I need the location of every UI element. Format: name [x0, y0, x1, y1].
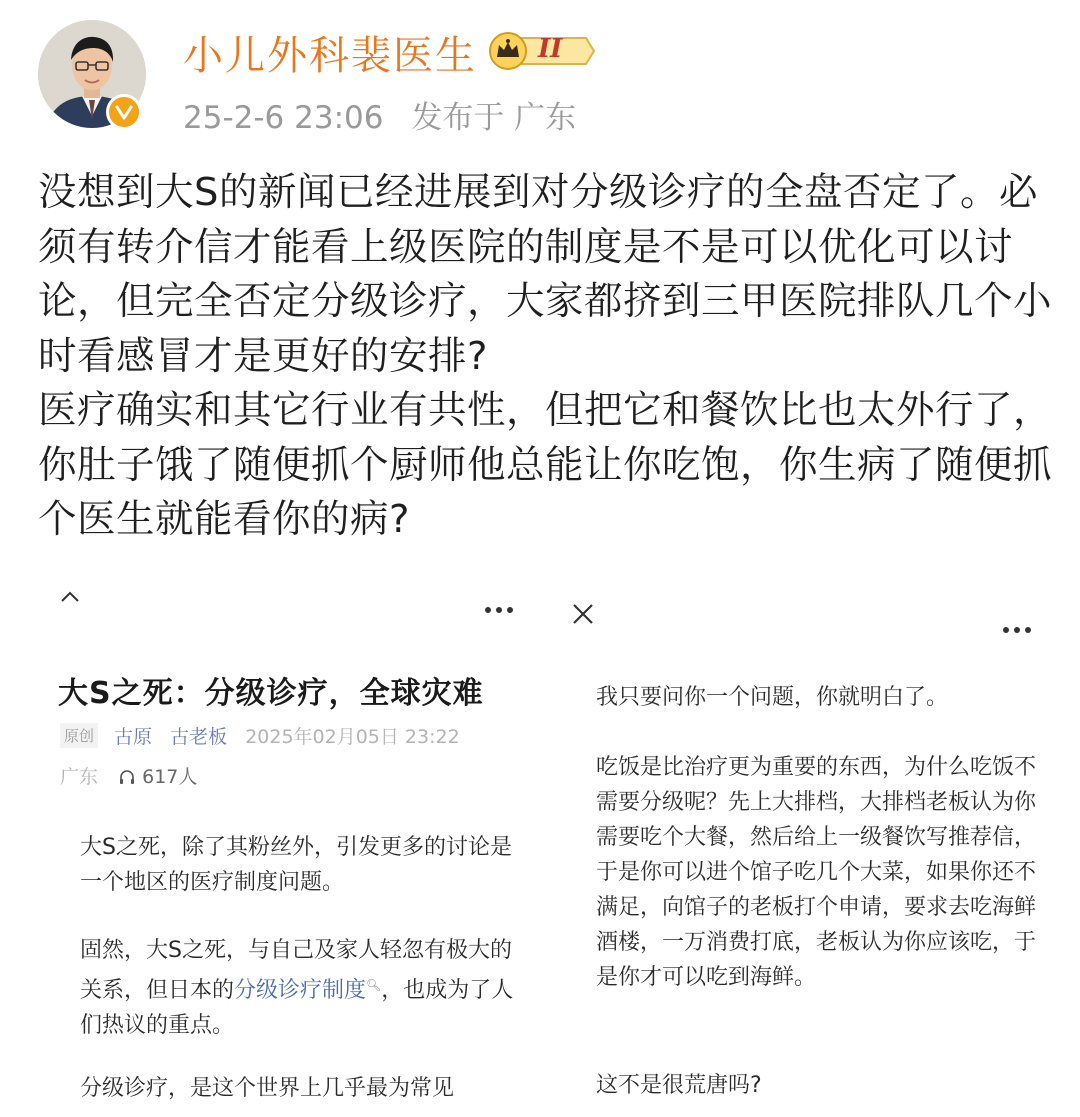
more-icon-right[interactable] [1002, 612, 1032, 642]
right-article-screenshot[interactable] [560, 590, 1060, 1117]
search-icon[interactable]: 🔍︎ [366, 978, 382, 992]
right-paragraph-2 [596, 750, 1036, 995]
article-paragraph-2-b: ，也成为了人们热议的重点。 [80, 978, 514, 1038]
back-icon[interactable] [58, 590, 82, 617]
right-paragraph-3 [596, 1068, 1036, 1103]
post-location: 发布于 广东 [411, 100, 577, 136]
post-paragraph-2: 医疗确实和其它行业有共性，但把它和餐饮比也太外行了，你肚子饿了随便抓个厨师他总能让你吃饱，你生病了随便抓个医生就能看你的病? [38, 388, 1053, 542]
right-paragraph-3-text: 这不是很荒唐吗? [596, 1073, 762, 1098]
article-region: 广东 [60, 766, 99, 788]
verified-icon [106, 94, 142, 130]
article-paragraph-2-a: 固然，大S之死，与自己及家人轻忽有极大的关系，但日本的 [80, 938, 512, 1003]
article-title: 大S之死：分级诊疗，全球灾难 [58, 676, 484, 711]
right-paragraph-2-text: 吃饭是比治疗更为重要的东西，为什么吃饭不需要分级呢？先上大排档，大排档老板认为你需要吃个大餐，然后给上一级餐饮写推荐信，于是你可以进个馆子吃几个大菜，如果你还不满足，向馆子的老板打个申请，要求去吃海鲜酒楼，一万消费打底，老板认为你应该吃，于是你才可以吃到海鲜。 [596, 755, 1037, 990]
article-paragraph-1-text: 大S之死，除了其粉丝外，引发更多的讨论是一个地区的医疗制度问题。 [80, 835, 512, 895]
article-author-1[interactable]: 古原 [114, 726, 153, 748]
article-paragraph-3 [80, 1071, 520, 1106]
badge-level: II [538, 34, 563, 64]
article-paragraph-1 [80, 830, 520, 900]
listener-count: 617人 [142, 766, 198, 788]
article-meta [60, 722, 460, 749]
article-keyword-link[interactable]: 分级诊疗制度 [234, 978, 367, 1003]
right-paragraph-1 [596, 680, 1036, 715]
author-name[interactable]: 小儿外科裴医生 [183, 33, 477, 79]
close-icon[interactable] [570, 600, 596, 635]
post-body [38, 166, 1058, 548]
article-author-2[interactable]: 古老板 [170, 726, 228, 748]
headphone-icon[interactable] [118, 768, 136, 791]
right-paragraph-1-text: 我只要问你一个问题，你就明白了。 [596, 685, 949, 710]
post-time: 25-2-6 23:06 [183, 100, 384, 136]
article-meta-2 [60, 762, 197, 791]
member-badge[interactable] [486, 30, 598, 72]
post-meta [183, 92, 594, 137]
original-tag: 原创 [60, 723, 98, 748]
more-icon[interactable] [484, 592, 514, 622]
article-date: 2025年02月05日 23:22 [245, 726, 460, 748]
article-paragraph-3-text: 分级诊疗，是这个世界上几乎最为常见 [80, 1076, 455, 1101]
left-article-screenshot[interactable] [38, 590, 538, 1117]
post-paragraph-1: 没想到大S的新闻已经进展到对分级诊疗的全盘否定了。必须有转介信才能看上级医院的制度是不是可以优化可以讨论，但完全否定分级诊疗，大家都挤到三甲医院排队几个小时看感冒才是更好的安排? [38, 170, 1053, 379]
post-header [0, 0, 1080, 150]
article-paragraph-2 [80, 933, 520, 1043]
